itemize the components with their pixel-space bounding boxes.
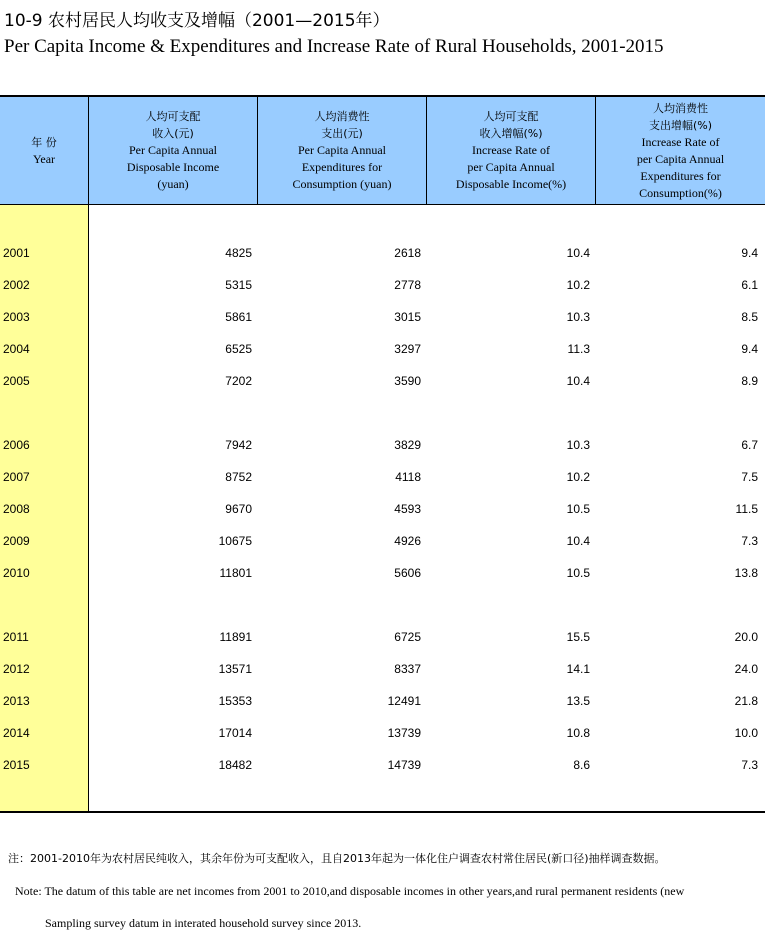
cell-consumption: 14739: [387, 758, 421, 772]
cell-consumption: 5606: [394, 566, 421, 580]
header-income-cn1: 人均可支配: [145, 110, 201, 123]
cell-income: 11891: [219, 630, 252, 644]
header-consumption-en3: Consumption (yuan): [292, 177, 392, 191]
divider-col1: [257, 95, 258, 205]
header-income-en2: Disposable Income: [126, 160, 220, 174]
cell-income-rate: 10.4: [566, 374, 590, 388]
data-table: [0, 95, 765, 813]
divider-col2: [426, 95, 427, 205]
header-income-rate-en1: Increase Rate of: [472, 143, 550, 157]
cell-income-rate: 10.2: [566, 278, 590, 292]
cell-year: 2008: [3, 502, 30, 516]
header-income-rate: [427, 97, 595, 204]
cell-consumption-rate: 8.5: [741, 310, 758, 324]
cell-consumption-rate: 8.9: [741, 374, 758, 388]
cell-consumption-rate: 10.0: [734, 726, 758, 740]
page-title-cn: 10-9 农村居民人均收支及增幅（2001—2015年）: [4, 11, 390, 31]
cell-income-rate: 10.3: [566, 310, 590, 324]
cell-consumption: 2618: [394, 246, 421, 260]
cell-income-rate: 10.4: [566, 534, 590, 548]
table-row: [0, 307, 765, 327]
header-consumption-rate-en1: Increase Rate of: [641, 134, 720, 149]
cell-income: 4825: [225, 246, 252, 260]
header-consumption-cn2: 支出(元): [321, 127, 363, 140]
cell-income: 15353: [218, 694, 252, 708]
header-consumption-rate-cn2: 支出增幅(%): [648, 118, 713, 132]
table-row: [0, 499, 765, 519]
cell-consumption: 4118: [395, 470, 421, 484]
cell-income-rate: 15.5: [566, 630, 590, 644]
cell-consumption-rate: 6.1: [741, 278, 758, 292]
table-row: [0, 627, 765, 647]
cell-year: 2013: [3, 694, 30, 708]
cell-year: 2002: [3, 278, 30, 292]
table-row: [0, 755, 765, 775]
header-income-rate-en3: Disposable Income(%): [455, 177, 567, 191]
table-row: [0, 275, 765, 295]
table-row: [0, 691, 765, 711]
cell-consumption-rate: 7.5: [741, 470, 758, 484]
cell-consumption-rate: 11.5: [735, 502, 758, 516]
cell-income-rate: 13.5: [566, 694, 590, 708]
cell-income-rate: 10.3: [566, 438, 590, 452]
cell-consumption: 13739: [387, 726, 421, 740]
cell-consumption: 6725: [394, 630, 421, 644]
cell-consumption-rate: 9.4: [741, 342, 758, 356]
cell-income: 11801: [219, 566, 252, 580]
cell-income-rate: 10.5: [566, 566, 590, 580]
header-income-en1: Per Capita Annual: [129, 143, 217, 157]
cell-year: 2003: [3, 310, 30, 324]
divider-col3: [595, 95, 596, 205]
header-consumption-rate-cn1: 人均消费性: [653, 101, 708, 115]
cell-consumption: 2778: [394, 278, 421, 292]
cell-year: 2005: [3, 374, 30, 388]
header-consumption-rate-en4: Consumption(%): [639, 185, 722, 200]
table-row: [0, 563, 765, 583]
cell-year: 2012: [3, 662, 30, 676]
header-consumption-rate-en3: Expenditures for: [640, 168, 721, 183]
header-consumption-rate: [596, 97, 765, 204]
cell-year: 2014: [3, 726, 30, 740]
cell-year: 2001: [3, 246, 30, 260]
table-row: [0, 659, 765, 679]
footnote-cn: 注：2001-2010年为农村居民纯收入，其余年份为可支配收入，且自2013年起为一体化住户调查农村常住居民(新口径)抽样调查数据。: [8, 852, 666, 865]
header-consumption: [258, 97, 426, 204]
cell-income: 5315: [225, 278, 252, 292]
cell-consumption: 4926: [394, 534, 421, 548]
table-header-rule: [0, 204, 765, 205]
cell-income-rate: 14.1: [566, 662, 590, 676]
cell-consumption-rate: 24.0: [734, 662, 758, 676]
cell-consumption-rate: 6.7: [741, 438, 758, 452]
cell-income: 6525: [225, 342, 252, 356]
header-year: [0, 97, 88, 204]
cell-consumption: 8337: [394, 662, 421, 676]
cell-income: 13571: [218, 662, 252, 676]
header-year-en: Year: [32, 151, 56, 166]
table-row: [0, 339, 765, 359]
cell-consumption: 3015: [394, 310, 421, 324]
header-income-rate-cn1: 人均可支配: [483, 110, 539, 123]
cell-consumption: 3590: [394, 374, 421, 388]
cell-income-rate: 10.2: [566, 470, 590, 484]
cell-income: 7202: [225, 374, 252, 388]
table-row: [0, 723, 765, 743]
header-income-rate-en2: per Capita Annual: [467, 160, 555, 174]
cell-consumption: 12491: [387, 694, 421, 708]
cell-year: 2007: [3, 470, 30, 484]
table-bottom-rule: [0, 811, 765, 813]
table-row: [0, 243, 765, 263]
cell-year: 2004: [3, 342, 30, 356]
header-consumption-en2: Expenditures for: [301, 160, 383, 174]
header-year-cn: 年 份: [31, 135, 57, 149]
cell-income: 17014: [218, 726, 252, 740]
cell-income-rate: 11.3: [567, 342, 590, 356]
cell-income: 5861: [225, 310, 252, 324]
cell-year: 2011: [3, 630, 29, 644]
header-income-rate-cn2: 收入增幅(%): [479, 127, 543, 140]
cell-consumption: 3829: [394, 438, 421, 452]
table-row: [0, 531, 765, 551]
table-row: [0, 435, 765, 455]
cell-income-rate: 10.4: [566, 246, 590, 260]
cell-income-rate: 8.6: [573, 758, 590, 772]
header-income-cn2: 收入(元): [152, 127, 194, 140]
header-consumption-rate-en2: per Capita Annual: [636, 151, 725, 166]
cell-year: 2015: [3, 758, 30, 772]
footnote-en-line2: Sampling survey datum in interated household survey since 2013.: [45, 916, 362, 930]
header-consumption-en1: Per Capita Annual: [298, 143, 386, 157]
page-title-en: Per Capita Income & Expenditures and Increase Rate of Rural Households, 2001-2015: [4, 36, 664, 57]
cell-income-rate: 10.5: [566, 502, 590, 516]
cell-income: 18482: [218, 758, 252, 772]
header-income-en3: (yuan): [157, 177, 189, 191]
cell-income: 10675: [218, 534, 252, 548]
cell-consumption-rate: 9.4: [741, 246, 758, 260]
header-consumption-cn1: 人均消费性: [314, 110, 370, 123]
cell-consumption-rate: 21.8: [734, 694, 758, 708]
cell-income: 7942: [225, 438, 252, 452]
cell-year: 2010: [3, 566, 30, 580]
cell-consumption: 4593: [394, 502, 421, 516]
footnote-en-line1: Note: The datum of this table are net incomes from 2001 to 2010,and disposable incomes in other years,and rural permanent residents (new: [15, 884, 685, 898]
cell-income: 9670: [225, 502, 252, 516]
cell-consumption-rate: 20.0: [734, 630, 758, 644]
cell-consumption-rate: 7.3: [741, 758, 758, 772]
table-top-rule: [0, 95, 765, 97]
cell-consumption: 3297: [394, 342, 421, 356]
cell-consumption-rate: 13.8: [734, 566, 758, 580]
header-income: [89, 97, 257, 204]
cell-consumption-rate: 7.3: [741, 534, 758, 548]
cell-year: 2009: [3, 534, 30, 548]
cell-year: 2006: [3, 438, 30, 452]
table-row: [0, 467, 765, 487]
table-row: [0, 371, 765, 391]
cell-income: 8752: [225, 470, 252, 484]
cell-income-rate: 10.8: [566, 726, 590, 740]
